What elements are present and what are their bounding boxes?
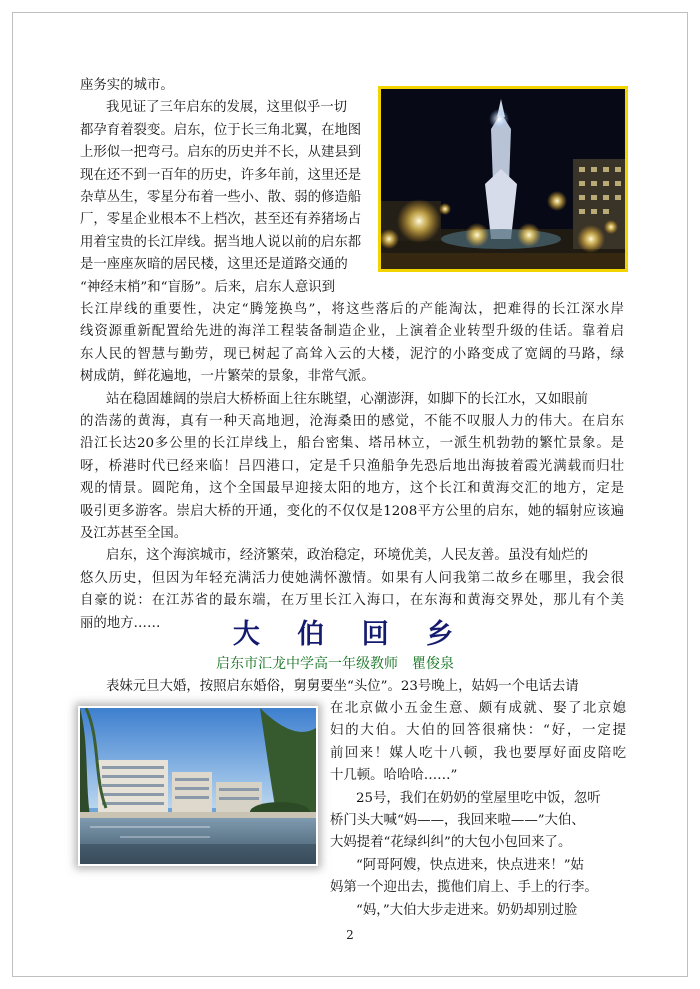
text-line: 呀，桥港时代已经来临！吕四港口，定是千只渔船争先恐后地出海披着霞光满载而归壮 <box>80 458 624 474</box>
text-line: “神经末梢”和“盲肠”。后来，启东人意识到 <box>80 279 336 295</box>
article1-lower-text <box>80 299 624 635</box>
text-line: 站在稳固雄阔的崇启大桥桥面上往东眺望，心潮澎湃，如脚下的长江水，又如眼前 <box>106 391 589 407</box>
article1-upper-text <box>80 75 370 299</box>
text-line: 及江苏甚至全国。 <box>80 526 188 542</box>
text-line: 现在还不到一百年的历史，许多年前，这里还是 <box>80 167 362 183</box>
text-line: 大妈提着“花绿纠纠”的大包小包回来了。 <box>330 835 572 851</box>
text-line: 观的情景。圆陀角，这个全国最早迎接太阳的地方，这个长江和黄海交汇的地方，定是 <box>80 481 624 497</box>
text-line: 我见证了三年启东的发展，这里似乎一切 <box>106 100 348 116</box>
text-line: 表妹元旦大婚，按照启东婚俗，舅舅要坐“头位”。23号晚上，姑妈一个电话去请 <box>106 679 579 694</box>
article2-body-text <box>330 698 626 922</box>
text-line: 树成荫，鲜花遍地，一片繁荣的景象，非常气派。 <box>80 369 375 385</box>
text-line: 自豪的说：在江苏省的最东端，在万里长江入海口，在东海和黄海交界处，那儿有个美 <box>80 593 624 609</box>
text-line: 厂，零星企业根本不上档次，甚至还有养猪场占 <box>80 212 362 228</box>
text-line: 桥门头大喊“妈——，我回来啦——”大伯、 <box>330 813 585 829</box>
text-line: 吸引更多游客。崇启大桥的开通，变化的不仅仅是1208平方公里的启东，她的辐射应该遍 <box>80 503 624 519</box>
text-line: 丽的地方…… <box>80 615 161 631</box>
river-town-photo <box>78 706 318 866</box>
text-line: 东人民的智慧与勤劳，现已树起了高耸入云的大楼，泥泞的小路变成了宽阔的马路，绿 <box>80 346 624 362</box>
text-line: “妈，”大伯大步走进来。奶奶却别过脸 <box>356 902 578 918</box>
article-title: 大 伯 回 乡 <box>232 619 468 650</box>
text-line: 十几顿。哈哈哈……” <box>330 768 458 784</box>
text-line: 是一座座灰暗的居民楼，这里还是道路交通的 <box>80 257 348 273</box>
text-line: 妇的大伯。大伯的回答很痛快：“好，一定提 <box>330 723 626 739</box>
text-line: 妈第一个迎出去，揽他们肩上、手上的行李。 <box>330 880 598 896</box>
text-line: 都孕育着裂变。启东，位于长三角北翼，在地图 <box>80 122 362 138</box>
text-line: 悠久历史，但因为年轻充满活力使她满怀激情。如果有人问我第二故乡在哪里，我会很 <box>80 570 624 586</box>
page-number: 2 <box>346 928 354 942</box>
author-byline: 启东市汇龙中学高一年级教师 瞿俊泉 <box>216 656 454 672</box>
city-night-photo <box>378 86 628 272</box>
text-line: 在北京做小五金生意、颇有成就、娶了北京媳 <box>330 701 626 716</box>
text-line: 25号，我们在奶奶的堂屋里吃中饭，忽听 <box>356 790 601 806</box>
text-line: 的浩荡的黄海，真有一种天高地迥，沧海桑田的感觉，不能不叹服人力的伟大。在启东 <box>80 414 624 430</box>
text-line: 启东，这个海滨城市，经济繁荣，政治稳定，环境优美，人民友善。虽没有灿烂的 <box>106 548 589 564</box>
text-line: “阿哥阿嫂，快点进来，快点进来！”姑 <box>356 857 584 873</box>
text-line: 前回来！媒人吃十八顿，我也要厚好面皮陪吃 <box>330 745 626 761</box>
article2-first-line <box>80 676 624 698</box>
text-line: 杂草丛生，零星分布着一些小、散、弱的修造船 <box>80 190 362 206</box>
text-line: 长江岸线的重要性，决定“腾笼换鸟”，将这些落后的产能淘汰，把难得的长江深水岸 <box>80 302 624 317</box>
text-line: 用着宝贵的长江岸线。据当地人说以前的启东都 <box>80 234 362 250</box>
text-line: 上形似一把弯弓。启东的历史并不长，从建县到 <box>80 145 362 161</box>
text-line: 沿江长达20多公里的长江岸线上，船台密集、塔吊林立，一派生机勃勃的繁忙景象。是 <box>80 436 624 452</box>
text-line: 座务实的城市。 <box>80 78 174 93</box>
text-line: 线资源重新配置给先进的海洋工程装备制造企业，上演着企业转型升级的佳话。靠着启 <box>80 324 624 340</box>
